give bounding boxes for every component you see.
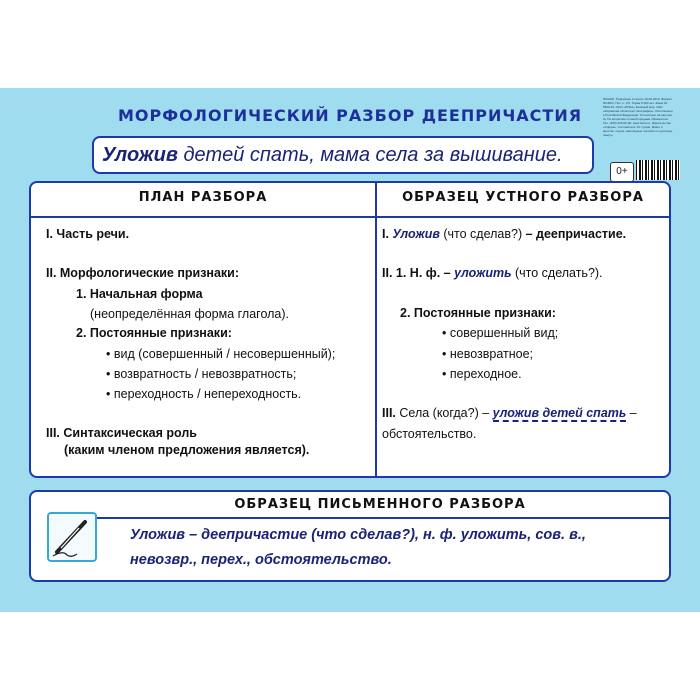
written-line-1: Уложив – деепричастие (что сделав?), н. ф. уложить, сов. в., — [130, 527, 586, 543]
written-line-2: невозвр., перех., обстоятельство. — [130, 552, 392, 568]
oral-point-4-end: обстоятельство. — [382, 427, 477, 441]
table-column-divider — [375, 183, 377, 476]
written-header-rule — [92, 517, 669, 519]
example-key-word: Уложив — [102, 144, 178, 166]
plan-part-3: III. Синтаксическая роль — [46, 426, 197, 440]
plan-bullet: • возвратность / невозвратность; — [106, 367, 296, 381]
plan-bullet: • переходность / непереходность. — [106, 387, 301, 401]
plan-bullet: • вид (совершенный / несовершенный); — [106, 347, 335, 361]
plan-item-1-note: (неопределённая форма глагола). — [90, 307, 290, 321]
plan-item-2: 2. Постоянные признаки: — [76, 326, 232, 340]
plan-part-3-note: (каким членом предложения является). — [64, 443, 310, 457]
oral-bullet: • переходное. — [442, 367, 522, 381]
plan-header: ПЛАН РАЗБОРА — [138, 190, 268, 205]
oral-point-3: 2. Постоянные признаки: — [400, 306, 556, 320]
pen-icon — [47, 512, 97, 562]
oral-bullet: • совершенный вид; — [442, 326, 558, 340]
imprint-text: ПЛАКАТ. Подписано в печать 10.06.2019. Формат 60х84/2. Печ. л. 0,5. Тираж 5 000 экз. Заказ № 5590-19. ООО «ИПКА» Книжный мир. ОАО «Кировская областная типография». Изготовлено в Российской Федерации. Отпечатано на картоне. 0+ По вопросам оптовой продажи обращаться. Тел. (495) 000-00-00. www.sfera.ru. Издательство «Сфера». Составитель: М. Гущин. Макет и верстка. Серия «Наглядные пособия по русскому языку». — [603, 97, 673, 137]
barcode-icon — [636, 160, 680, 180]
page-title: МОРФОЛОГИЧЕСКИЙ РАЗБОР ДЕЕПРИЧАСТИЯ — [117, 106, 583, 125]
plan-part-1: I. Часть речи. — [46, 227, 130, 241]
plan-part-2: II. Морфологические признаки: — [46, 266, 240, 280]
table-header-divider — [31, 216, 669, 218]
example-rest: детей спать, мама села за вышивание. — [177, 144, 563, 166]
written-header: ОБРАЗЕЦ ПИСЬМЕННОГО РАЗБОРА — [234, 497, 526, 512]
age-rating-badge: 0+ — [610, 162, 634, 182]
plan-item-1: 1. Начальная форма — [76, 287, 203, 301]
oral-bullet: • невозвратное; — [442, 347, 533, 361]
example-sentence — [92, 136, 594, 174]
oral-point-1: I. Уложив (что сделав?) – деепричастие. — [382, 227, 627, 241]
oral-header: ОБРАЗЕЦ УСТНОГО РАЗБОРА — [402, 190, 644, 205]
oral-point-2: II. 1. Н. ф. – уложить (что сделать?). — [382, 266, 603, 280]
oral-point-4: III. Села (когда?) – уложив детей спать – — [382, 406, 637, 420]
